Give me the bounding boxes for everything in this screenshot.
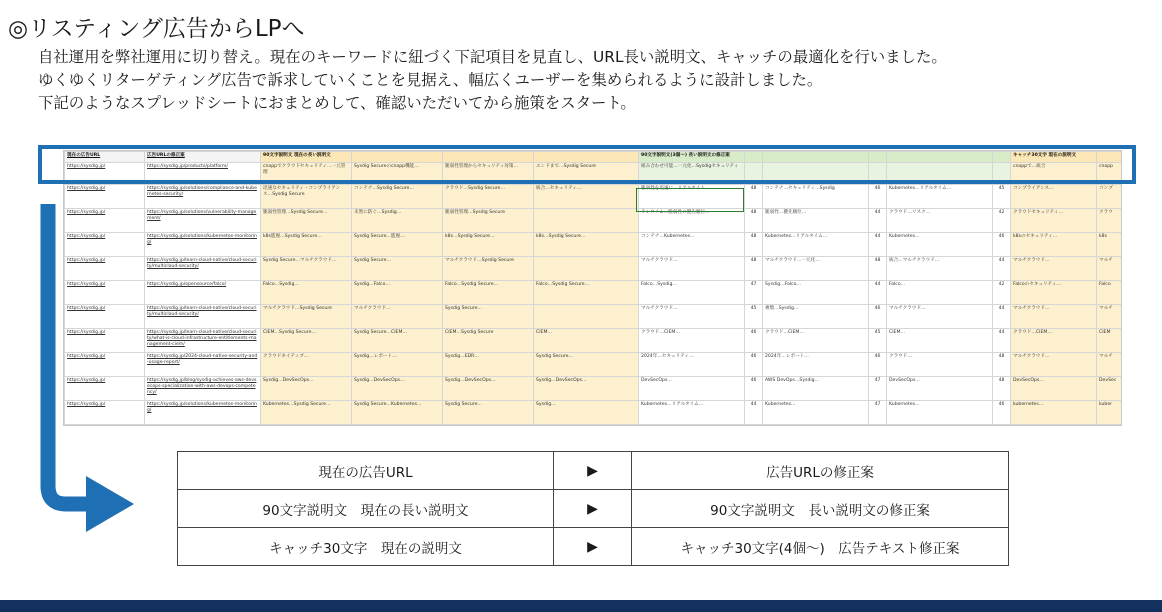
sheet-cell: k8s監視…Sysdig Secure…: [261, 233, 352, 257]
sheet-cell: Falco…Sysdig…: [639, 281, 745, 305]
sheet-cell: Sysdig…DevSecOps…: [261, 377, 352, 401]
sheet-cell: https://sysdig.jp/learn-cloud-native/cloud-security/multicloud-security/: [145, 305, 261, 329]
sheet-cell: 44: [993, 329, 1011, 353]
sheet-cell: kubernetes…: [1011, 401, 1097, 425]
sheet-cell: Kubernetes…リアルタイム…: [887, 185, 993, 209]
sheet-cell: マルチクラウド…: [887, 305, 993, 329]
sheet-header-cell: 90文字説明文 現在の長い説明文: [261, 152, 352, 163]
intro-line-3: 下記のようなスプレッドシートにおまとめして、確認いただいてから施策をスタート。: [38, 94, 636, 112]
sheet-cell: 46: [869, 185, 887, 209]
sheet-cell: クラウドネイティブ…: [261, 353, 352, 377]
table-row: [65, 233, 1123, 257]
sheet-cell: https://sysdig.jp/solutions/compliance-and-kubernetes-security/: [145, 185, 261, 209]
sheet-cell: 脆弱性を迅速に…リアルタイム…: [639, 185, 745, 209]
sheet-cell: 44: [993, 305, 1011, 329]
sheet-cell: CIEM…: [534, 329, 639, 353]
sheet-cell: クラウド…CIEM…: [639, 329, 745, 353]
sheet-cell: クラウ: [1097, 209, 1123, 233]
sheet-cell: 48: [745, 257, 763, 281]
sheet-cell: マルチクラウド…: [1011, 353, 1097, 377]
sheet-cell: https://sysdig.jp/opensource/falco/: [145, 281, 261, 305]
table-row: [65, 281, 1123, 305]
table-row: [65, 329, 1123, 353]
sheet-cell: Sysdig Secure…Kubernetes…: [352, 401, 443, 425]
sheet-cell: https://sysdig.jp/products/platform/: [145, 163, 261, 185]
legend-right-cell: 90文字説明文 長い説明文の修正案: [632, 490, 1009, 528]
spreadsheet-screenshot: [63, 150, 1122, 426]
sheet-cell: https://sysdig.jp/learn-cloud-native/cloud-security/multicloud-security/: [145, 257, 261, 281]
sheet-cell: Sysdig…DevSecOps…: [443, 377, 534, 401]
sheet-cell: https://sysdig.jp/blog/sysdig-achieves-aws-devsecops-specialization-with-aws-devops-competency/: [145, 377, 261, 401]
selected-cell-outline: [636, 188, 744, 212]
sheet-cell: Sysdig Secure…: [352, 257, 443, 281]
sheet-cell: https://sysdig.jp/solutions/vulnerability-management/: [145, 209, 261, 233]
sheet-cell: コンテナ…Sysdig Secure…: [352, 185, 443, 209]
play-arrow-icon: ▶: [554, 490, 632, 528]
sheet-cell: 48: [993, 377, 1011, 401]
sheet-cell: Sysdig Secure…マルチクラウド…: [261, 257, 352, 281]
sheet-cell: 46: [869, 305, 887, 329]
legend-row: [178, 490, 1009, 528]
sheet-cell: [534, 257, 639, 281]
sheet-cell: 44: [745, 401, 763, 425]
sheet-cell: コンプライアンス…: [1011, 185, 1097, 209]
legend-row: [178, 452, 1009, 490]
legend-right-cell: キャッチ30文字(4個〜) 広告テキスト修正案: [632, 528, 1009, 566]
sheet-cell: Kubernetes…Sysdig Secure…: [261, 401, 352, 425]
sheet-cell: マルチクラウド…: [1011, 257, 1097, 281]
sheet-cell: https://sysdig.jp/: [65, 163, 145, 185]
header-highlight-box: [38, 145, 1136, 184]
sheet-cell: kuber: [1097, 401, 1123, 425]
sheet-cell: マルチクラウド…: [639, 305, 745, 329]
sheet-cell: Falco…Sysdig Secure…: [443, 281, 534, 305]
sheet-cell: Kubernetes…: [887, 233, 993, 257]
sheet-cell: 45: [869, 329, 887, 353]
sheet-cell: 脆弱性管理…Sysdig Secure: [443, 209, 534, 233]
sheet-header-cell: 90文字説明文(3個〜) 長い説明文の修正案: [639, 152, 745, 163]
sheet-cell: 脆弱性管理からセキュリティ対策…: [443, 163, 534, 185]
sheet-cell: 47: [869, 401, 887, 425]
sheet-cell: https://sysdig.jp/: [65, 281, 145, 305]
sheet-cell: 48: [745, 209, 763, 233]
sheet-cell: クラウド…CIEM…: [763, 329, 869, 353]
sheet-cell: Sysdig…DevSecOps…: [534, 377, 639, 401]
sheet-cell: 47: [869, 377, 887, 401]
sheet-cell: 47: [745, 281, 763, 305]
sheet-cell: CIEM…Sysdig Secure…: [261, 329, 352, 353]
intro-text: [38, 46, 947, 115]
sheet-cell: 組み合わせ可能…一元化…Sysdigセキュリティ: [639, 163, 745, 185]
sheet-cell: 46: [993, 401, 1011, 425]
sheet-cell: マルチクラウド…一元化…: [763, 257, 869, 281]
sheet-cell: https://sysdig.jp/: [65, 377, 145, 401]
sheet-cell: 42: [993, 281, 1011, 305]
sheet-cell: 2024年…セキュリティ…: [639, 353, 745, 377]
sheet-cell: Kubernetes…: [763, 401, 869, 425]
sheet-cell: 複数…Sysdig…: [763, 305, 869, 329]
sheet-cell: コンテナ…セキュリティ…Sysdig: [763, 185, 869, 209]
legend-left-cell: キャッチ30文字 現在の説明文: [178, 528, 554, 566]
sheet-cell: クラウド…CIEM…: [1011, 329, 1097, 353]
sheet-cell: DevSecOps…: [1011, 377, 1097, 401]
sheet-cell: Sysdig Secure…: [443, 305, 534, 329]
sheet-cell: Falco: [1097, 281, 1123, 305]
play-arrow-icon: ▶: [554, 528, 632, 566]
sheet-cell: https://sysdig.jp/: [65, 329, 145, 353]
sheet-cell: k8sのセキュリティ…: [1011, 233, 1097, 257]
sheet-header-cell: 現在の広告URL: [65, 152, 145, 163]
sheet-cell: マルチクラウド…Sysdig Secure: [443, 257, 534, 281]
sheet-cell: cnappでクラウドセキュリティ…一元管理: [261, 163, 352, 185]
sheet-cell: Kubernetes…: [887, 401, 993, 425]
sheet-cell: k8s…Sysdig Secure…: [534, 233, 639, 257]
footer-bar: [0, 600, 1162, 612]
sheet-cell: Falco…Sysdig Secure…: [534, 281, 639, 305]
sheet-cell: コンプ: [1097, 185, 1123, 209]
sheet-cell: https://sysdig.jp/: [65, 305, 145, 329]
play-arrow-icon: ▶: [554, 452, 632, 490]
sheet-cell: Falco…: [887, 281, 993, 305]
sheet-cell: Sysdig Secure…監視…: [352, 233, 443, 257]
sheet-cell: クラウド…Sysdig Secure…: [443, 185, 534, 209]
sheet-cell: 46: [869, 353, 887, 377]
spreadsheet-table: [64, 151, 1122, 425]
sheet-cell: 脆弱性管理…Sysdig Secure…: [261, 209, 352, 233]
sheet-cell: マルチ: [1097, 257, 1123, 281]
sheet-cell: コンテナ…Kubernetes…: [639, 233, 745, 257]
sheet-cell: k8s: [1097, 233, 1123, 257]
sheet-cell: https://sysdig.jp/learn-cloud-native/cloud-security/what-is-cloud-infrastructure-entitlements-management-ciem/: [145, 329, 261, 353]
sheet-header-cell: キャッチ30文字 現在の説明文: [1011, 152, 1097, 163]
sheet-cell: 脆弱性…優先順位…: [763, 209, 869, 233]
sheet-cell: DevSec: [1097, 377, 1123, 401]
legend-right-cell: 広告URLの修正案: [632, 452, 1009, 490]
sheet-cell: クラウド…: [887, 353, 993, 377]
sheet-cell: Sysdig…レポート…: [352, 353, 443, 377]
sheet-cell: 48: [745, 233, 763, 257]
legend-left-cell: 現在の広告URL: [178, 452, 554, 490]
sheet-cell: マルチ: [1097, 353, 1123, 377]
table-row: [65, 209, 1123, 233]
table-row: [65, 257, 1123, 281]
sheet-cell: Sysdig Secureのcnapp機能…: [352, 163, 443, 185]
sheet-cell: 2024年…レポート…: [763, 353, 869, 377]
sheet-cell: 48: [993, 353, 1011, 377]
sheet-cell: 46: [745, 353, 763, 377]
sheet-cell: 統合…マルチクラウド…: [887, 257, 993, 281]
page-title: ◎リスティング広告からLPへ: [8, 16, 305, 42]
table-row: [65, 377, 1123, 401]
sheet-cell: 46: [745, 329, 763, 353]
sheet-cell: マルチクラウド…: [639, 257, 745, 281]
sheet-cell: 46: [745, 377, 763, 401]
sheet-cell: 45: [745, 305, 763, 329]
sheet-cell: https://sysdig.jp/: [65, 353, 145, 377]
sheet-cell: 44: [869, 281, 887, 305]
sheet-cell: https://sysdig.jp/: [65, 209, 145, 233]
sheet-cell: Sysdig Secure…CIEM…: [352, 329, 443, 353]
table-row: [65, 401, 1123, 425]
sheet-cell: Kubernetes…リアルタイム…: [763, 233, 869, 257]
sheet-cell: 45: [993, 185, 1011, 209]
table-row: [65, 305, 1123, 329]
sheet-cell: CIEM: [1097, 329, 1123, 353]
sheet-header-cell: 広告URLの修正案: [145, 152, 261, 163]
legend-left-cell: 90文字説明文 現在の長い説明文: [178, 490, 554, 528]
sheet-cell: Sysdig…: [534, 401, 639, 425]
sheet-cell: クラウドセキュリティ…: [1011, 209, 1097, 233]
sheet-cell: マルチクラウド…Sysdig Secure: [261, 305, 352, 329]
sheet-cell: DevSecOps…: [639, 377, 745, 401]
sheet-cell: 44: [993, 257, 1011, 281]
sheet-cell: 未然に防ぐ…Sysdig…: [352, 209, 443, 233]
sheet-cell: クラウド…リスク…: [887, 209, 993, 233]
sheet-cell: [534, 209, 639, 233]
sheet-cell: マルチクラウド…: [1011, 305, 1097, 329]
sheet-cell: CIEM…: [887, 329, 993, 353]
sheet-cell: [534, 305, 639, 329]
intro-line-2: ゆくゆくリターゲティング広告で訴求していくことを見据え、幅広くユーザーを集められるように設計しました。: [38, 71, 823, 89]
sheet-cell: https://sysdig.jp/2024-cloud-native-security-and-usage-report/: [145, 353, 261, 377]
sheet-cell: CIEM…Sysdig Secure: [443, 329, 534, 353]
sheet-cell: https://sysdig.jp/solutions/kubernetes-monitoring/: [145, 233, 261, 257]
intro-line-1: 自社運用を弊社運用に切り替え。現在のキーワードに紐づく下記項目を見直し、URL長い説明文、キャッチの最適化を行いました。: [38, 48, 947, 66]
table-row: [65, 185, 1123, 209]
sheet-cell: https://sysdig.jp/: [65, 257, 145, 281]
sheet-cell: DevSecOps…: [887, 377, 993, 401]
sheet-cell: cnapp: [1097, 163, 1123, 185]
sheet-cell: Sysdig…EDR…: [443, 353, 534, 377]
sheet-cell: 44: [869, 233, 887, 257]
sheet-cell: 44: [869, 209, 887, 233]
sheet-cell: エンドまで…Sysdig Secure: [534, 163, 639, 185]
legend-table: [177, 451, 1009, 566]
sheet-cell: 46: [993, 233, 1011, 257]
sheet-cell: 48: [869, 257, 887, 281]
sheet-cell: Sysdig…Falco…: [763, 281, 869, 305]
sheet-cell: Falcoのセキュリティ…: [1011, 281, 1097, 305]
sheet-cell: 統合…セキュリティ…: [534, 185, 639, 209]
sheet-cell: Sysdig…DevSecOps…: [352, 377, 443, 401]
table-row: [65, 353, 1123, 377]
sheet-cell: ランタイム…脆弱性の優先順位…: [639, 209, 745, 233]
sheet-cell: https://sysdig.jp/: [65, 401, 145, 425]
sheet-cell: https://sysdig.jp/solutions/kubernetes-monitoring/: [145, 401, 261, 425]
sheet-cell: Sysdig…Falco…: [352, 281, 443, 305]
legend-row: [178, 528, 1009, 566]
sheet-cell: 48: [745, 185, 763, 209]
sheet-cell: Sysdig Secure…: [443, 401, 534, 425]
sheet-cell: マルチクラウド…: [352, 305, 443, 329]
sheet-cell: Kubernetes…リアルタイム…: [639, 401, 745, 425]
sheet-cell: AWS DevOps…Sysdig…: [763, 377, 869, 401]
sheet-cell: Sysdig Secure…: [534, 353, 639, 377]
down-right-arrow-icon: [34, 204, 134, 534]
sheet-cell: Falco…Sysdig…: [261, 281, 352, 305]
sheet-cell: k8s…Sysdig Secure…: [443, 233, 534, 257]
sheet-cell: https://sysdig.jp/: [65, 185, 145, 209]
sheet-cell: 42: [993, 209, 1011, 233]
sheet-cell: cnappで…統合: [1011, 163, 1097, 185]
sheet-cell: マルチ: [1097, 305, 1123, 329]
sheet-cell: 迅速なセキュリティ・コンプライアンス…Sysdig Secure: [261, 185, 352, 209]
sheet-cell: https://sysdig.jp/: [65, 233, 145, 257]
